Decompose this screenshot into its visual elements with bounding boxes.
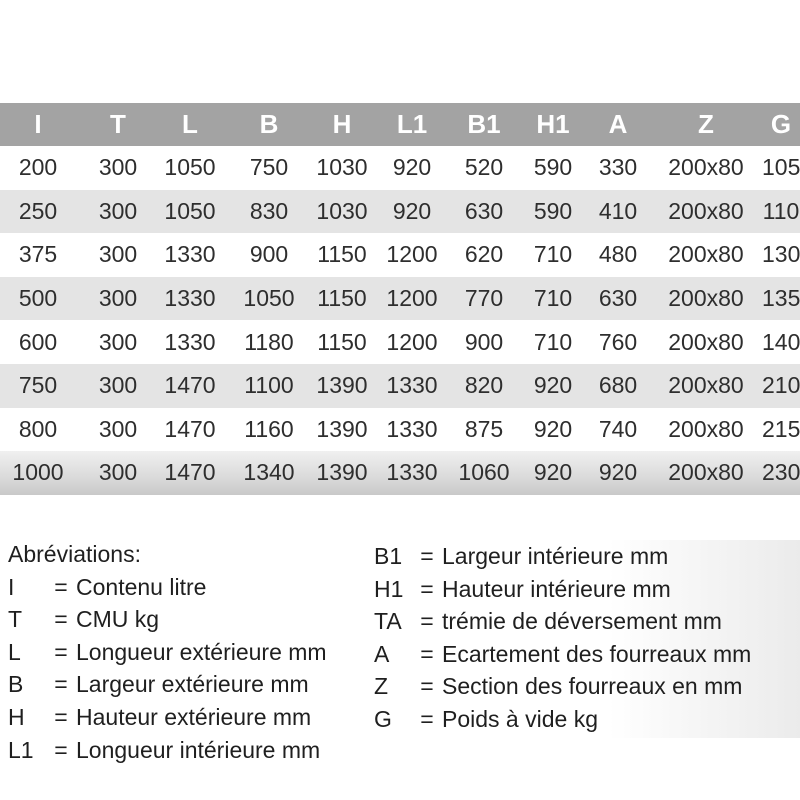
legend-desc: CMU kg (76, 606, 160, 633)
header-cell: B1 (448, 103, 520, 146)
table-cell: 710 (520, 233, 586, 277)
table-cell: 215 (762, 408, 800, 452)
legend-desc: Longueur extérieure mm (76, 638, 327, 665)
table-cell: 1330 (376, 364, 448, 408)
table-cell: 200x80 (650, 408, 762, 452)
table-row (0, 233, 800, 277)
table-cell: 200x80 (650, 320, 762, 364)
table-cell: 300 (86, 364, 150, 408)
table-cell: 600 (0, 320, 86, 364)
legend-right (374, 540, 800, 738)
legend-desc: Hauteur intérieure mm (442, 575, 671, 602)
table-cell: 1030 (308, 146, 376, 190)
table-cell: 1330 (150, 320, 230, 364)
legend-abbr: TA (374, 608, 402, 635)
table-cell: 200 (0, 146, 86, 190)
table-cell: 200x80 (650, 190, 762, 234)
table-cell: 1200 (376, 277, 448, 321)
table-cell: 1330 (150, 233, 230, 277)
table-cell: 140 (762, 320, 800, 364)
table-cell: 330 (586, 146, 650, 190)
legend-desc: Poids à vide kg (442, 705, 598, 732)
legend-equals: = (54, 573, 68, 600)
table-cell: 1470 (150, 364, 230, 408)
legend-abbr: L (8, 638, 21, 665)
table-cell: 620 (448, 233, 520, 277)
legend-desc: Largeur intérieure mm (442, 543, 669, 569)
header-cell: G (762, 103, 800, 146)
table-row (0, 320, 800, 364)
table-cell: 480 (586, 233, 650, 277)
table-row (0, 451, 800, 495)
legend-abbr: L1 (8, 736, 34, 763)
table-cell: 630 (586, 277, 650, 321)
table-cell: 300 (86, 233, 150, 277)
legend-item (374, 540, 800, 573)
table-cell: 1000 (0, 451, 86, 495)
table-cell: 630 (448, 190, 520, 234)
table-cell: 300 (86, 190, 150, 234)
legend-item (8, 636, 368, 669)
table-cell: 300 (86, 408, 150, 452)
table-cell: 1060 (448, 451, 520, 495)
header-cell: B (230, 103, 308, 146)
table-cell: 200x80 (650, 451, 762, 495)
legend-equals: = (420, 673, 434, 700)
legend-equals: = (54, 736, 68, 763)
table-cell: 1050 (230, 277, 308, 321)
legend-abbr: B1 (374, 543, 403, 569)
table-cell: 200x80 (650, 364, 762, 408)
legend-item (8, 571, 368, 604)
table-cell: 1150 (308, 320, 376, 364)
legend-desc: Largeur extérieure mm (76, 671, 309, 698)
legend-abbr: Z (374, 673, 389, 700)
table-cell: 1150 (308, 277, 376, 321)
legend-equals: = (420, 575, 434, 602)
table-cell: 590 (520, 190, 586, 234)
table-cell: 1150 (308, 233, 376, 277)
table-row (0, 190, 800, 234)
table-cell: 920 (376, 190, 448, 234)
header-cell: A (586, 103, 650, 146)
legend-equals: = (54, 671, 68, 698)
legend-abbr: T (8, 606, 23, 633)
header-row (0, 103, 800, 146)
legend-title: Abréviations: (8, 541, 141, 567)
header-cell: L (150, 103, 230, 146)
table-cell: 750 (230, 146, 308, 190)
table-cell: 1390 (308, 408, 376, 452)
legend-equals: = (54, 703, 68, 730)
spec-table (0, 103, 800, 495)
table-header (0, 103, 800, 146)
legend-item (8, 734, 368, 767)
table-cell: 230 (762, 451, 800, 495)
table-cell: 740 (586, 408, 650, 452)
table-cell: 1160 (230, 408, 308, 452)
legend-abbr: H (8, 703, 25, 730)
header-cell: L1 (376, 103, 448, 146)
table-cell: 750 (0, 364, 86, 408)
table-cell: 920 (586, 451, 650, 495)
table-cell: 800 (0, 408, 86, 452)
legend-item (374, 573, 800, 606)
legend-item (8, 668, 368, 701)
table-row (0, 408, 800, 452)
table-cell: 410 (586, 190, 650, 234)
table-cell: 300 (86, 320, 150, 364)
legend-equals: = (420, 543, 434, 569)
table-cell: 375 (0, 233, 86, 277)
legend-equals: = (54, 606, 68, 633)
legend-abbr: G (374, 705, 392, 732)
table-cell: 1180 (230, 320, 308, 364)
legend-desc: Contenu litre (76, 573, 207, 600)
table-cell: 130 (762, 233, 800, 277)
legend-desc: Section des fourreaux en mm (442, 673, 743, 700)
table-cell: 300 (86, 277, 150, 321)
legend-left (8, 538, 368, 766)
table-cell: 1200 (376, 320, 448, 364)
legend-desc: Hauteur extérieure mm (76, 703, 312, 730)
table-cell: 300 (86, 451, 150, 495)
table-cell: 1030 (308, 190, 376, 234)
table-cell: 300 (86, 146, 150, 190)
table-cell: 1390 (308, 364, 376, 408)
table-row (0, 364, 800, 408)
table-cell: 680 (586, 364, 650, 408)
header-cell: I (0, 103, 86, 146)
table-cell: 1390 (308, 451, 376, 495)
legend-abbr: B (8, 671, 24, 698)
legend-desc: Ecartement des fourreaux mm (442, 640, 752, 667)
legend-desc: Longueur intérieure mm (76, 736, 321, 763)
table-cell: 920 (376, 146, 448, 190)
table-cell: 710 (520, 320, 586, 364)
table-cell: 1330 (376, 408, 448, 452)
legend-item (8, 701, 368, 734)
legend-item (374, 638, 800, 671)
table-cell: 770 (448, 277, 520, 321)
table-cell: 760 (586, 320, 650, 364)
table-cell: 210 (762, 364, 800, 408)
table-cell: 500 (0, 277, 86, 321)
table-cell: 900 (230, 233, 308, 277)
table-cell: 920 (520, 364, 586, 408)
legend-item (374, 670, 800, 703)
legend-equals: = (420, 640, 434, 667)
table-cell: 250 (0, 190, 86, 234)
table-cell: 590 (520, 146, 586, 190)
table-cell: 1470 (150, 451, 230, 495)
table-cell: 200x80 (650, 277, 762, 321)
table-cell: 710 (520, 277, 586, 321)
table-cell: 520 (448, 146, 520, 190)
table-cell: 1470 (150, 408, 230, 452)
header-cell: Z (650, 103, 762, 146)
legend-item (8, 603, 368, 636)
table-cell: 1330 (376, 451, 448, 495)
legend-equals: = (420, 608, 434, 635)
table-cell: 135 (762, 277, 800, 321)
legend-abbr: I (8, 573, 15, 600)
header-cell: T (86, 103, 150, 146)
table-cell: 1050 (150, 190, 230, 234)
header-cell: H1 (520, 103, 586, 146)
table-cell: 1200 (376, 233, 448, 277)
legend-abbr: H1 (374, 575, 404, 602)
legend-item (374, 605, 800, 638)
table-cell: 920 (520, 451, 586, 495)
legend-equals: = (54, 638, 68, 665)
table-cell: 830 (230, 190, 308, 234)
table-cell: 110 (762, 190, 800, 234)
table-cell: 200x80 (650, 233, 762, 277)
table-cell: 875 (448, 408, 520, 452)
table-body (0, 146, 800, 495)
table-cell: 105 (762, 146, 800, 190)
legend-equals: = (420, 705, 434, 732)
table-cell: 1050 (150, 146, 230, 190)
table-cell: 920 (520, 408, 586, 452)
table-row (0, 146, 800, 190)
legend-abbr: A (374, 640, 390, 667)
table-cell: 1340 (230, 451, 308, 495)
table-cell: 900 (448, 320, 520, 364)
table-cell: 820 (448, 364, 520, 408)
table-cell: 200x80 (650, 146, 762, 190)
header-cell: H (308, 103, 376, 146)
legend-item (374, 703, 800, 736)
legend-desc: trémie de déversement mm (442, 608, 722, 635)
table-row (0, 277, 800, 321)
table-cell: 1100 (230, 364, 308, 408)
table-cell: 1330 (150, 277, 230, 321)
